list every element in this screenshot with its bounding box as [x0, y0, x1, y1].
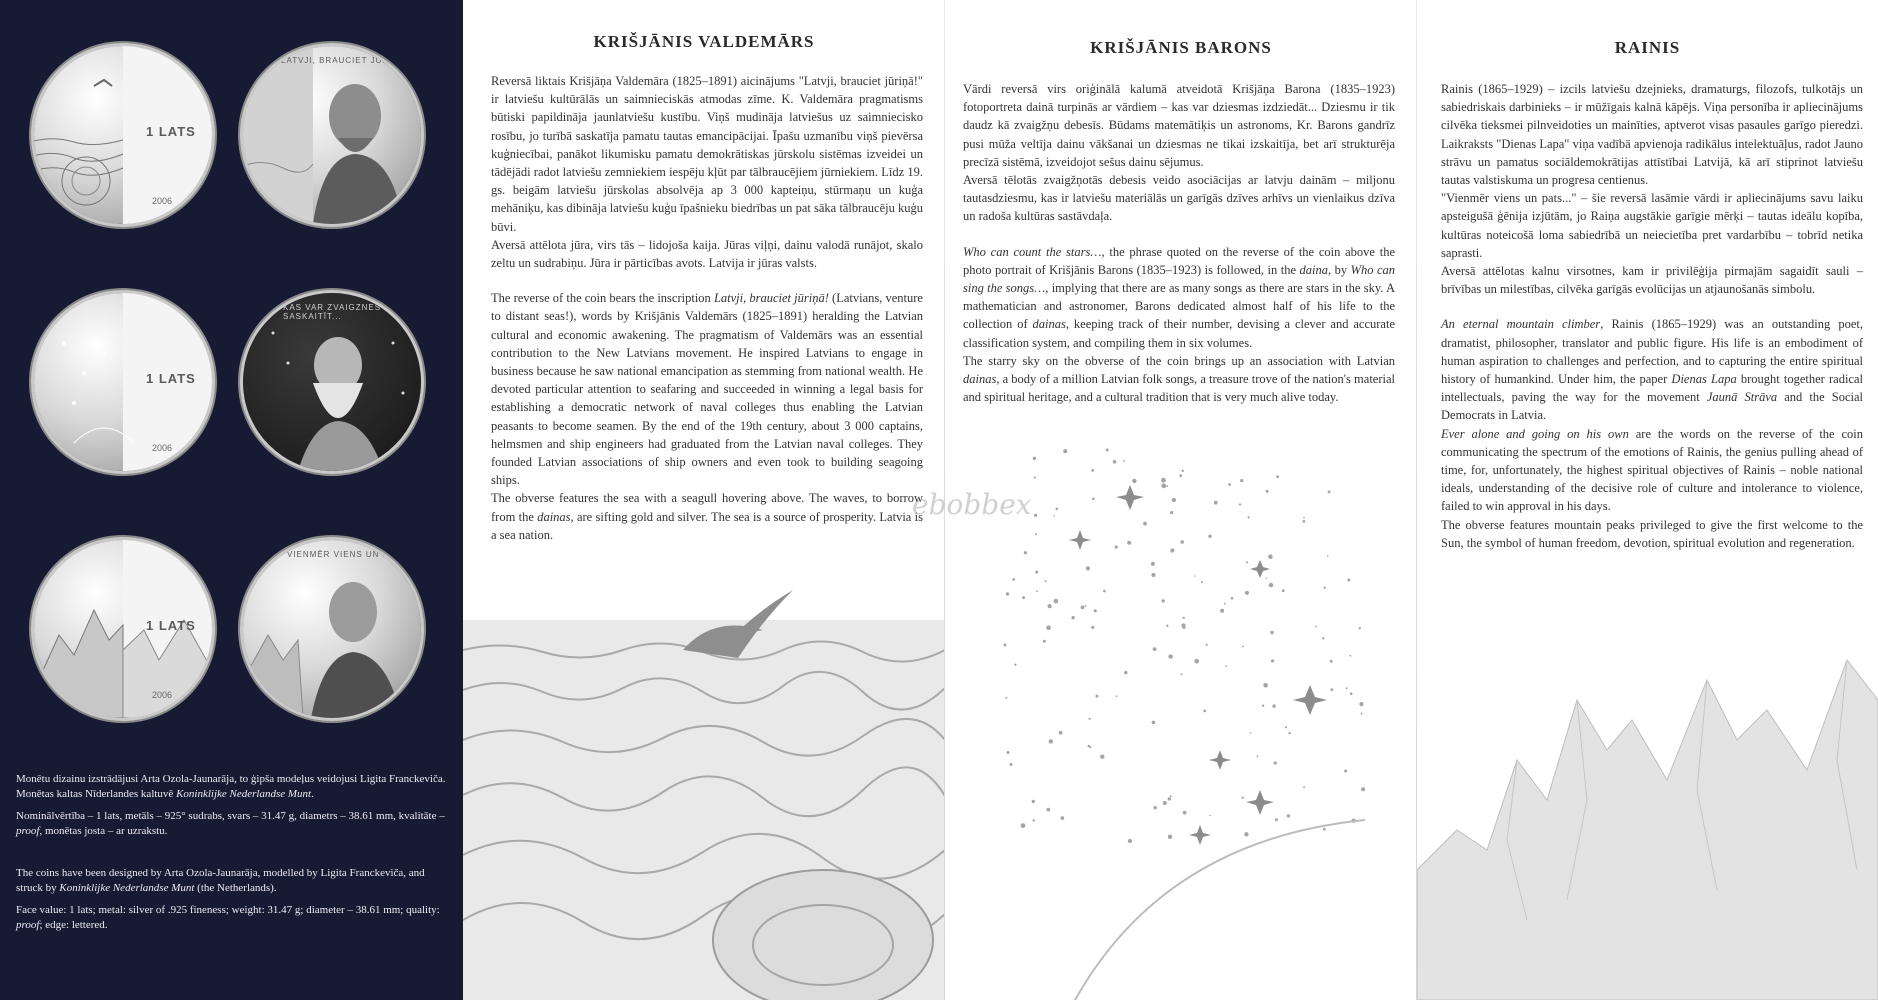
star-dot — [1269, 583, 1274, 588]
star-dot — [1092, 498, 1095, 501]
star-dot — [1287, 814, 1290, 817]
star-dot — [1250, 732, 1252, 734]
star-dot — [1172, 498, 1176, 502]
coin-reverse-stars — [34, 293, 212, 471]
paragraph-en: The starry sky on the obverse of the coin brings up an association with Latvian dainas, a body of a million Latvian folk songs, a treasure trove of the nation's material and spiritual heritage, and a cultural tradition that is very much alive today. — [963, 353, 1395, 405]
star-dot — [1225, 665, 1227, 667]
coin-denomination: 1 LATS — [146, 618, 196, 633]
star-dot — [1166, 625, 1168, 627]
star-dot — [1288, 732, 1290, 734]
coins-description-en — [16, 866, 446, 940]
page-title: KRIŠJĀNIS BARONS — [1090, 38, 1272, 57]
star-dot — [1024, 551, 1027, 554]
star-dot — [1209, 815, 1211, 817]
star-dot — [1315, 626, 1317, 628]
star-dot — [1208, 535, 1211, 538]
star-dot — [1161, 478, 1166, 483]
coin-denomination: 1 LATS — [146, 371, 196, 386]
star-dot — [1303, 517, 1305, 519]
star-dot — [1049, 739, 1053, 743]
specs-en: Face value: 1 lats; metal: silver of .925 fineness; weight: 31.47 g; diameter – 38.61 mm; quality: proof; edge: lettered. — [16, 904, 440, 931]
star-dot — [1166, 485, 1168, 487]
star-dot — [1206, 644, 1208, 646]
star-dot — [1347, 579, 1350, 582]
star-dot — [1012, 578, 1015, 581]
star-dot — [1265, 577, 1267, 579]
star-dot — [1022, 596, 1025, 599]
star-dot — [1303, 786, 1305, 788]
star-dot — [1248, 516, 1250, 518]
star-dot — [1246, 561, 1248, 563]
star-dot — [1256, 755, 1258, 757]
star-dot — [1124, 671, 1127, 674]
star-dot — [1180, 540, 1184, 544]
star-dot — [1096, 695, 1099, 698]
star-dot — [1194, 659, 1199, 664]
star-dot — [1201, 581, 1203, 583]
star-dot — [1071, 616, 1074, 619]
star-dot — [1285, 726, 1287, 728]
coin-year: 2006 — [152, 196, 173, 206]
star-dot — [1244, 832, 1248, 836]
star-dot — [1091, 626, 1094, 629]
star-dot — [1163, 801, 1167, 805]
mountains-illustration — [1417, 640, 1878, 1000]
page-title: RAINIS — [1614, 38, 1681, 57]
coin-obverse-rainis — [243, 540, 421, 718]
coin-denomination: 1 LATS — [146, 124, 196, 139]
star-dot — [1034, 476, 1036, 478]
star-dot — [1271, 659, 1274, 662]
text-block — [491, 72, 923, 544]
coins-description-lv — [16, 772, 446, 846]
star-dot — [1010, 763, 1013, 766]
star-dot — [1088, 745, 1091, 748]
star-dot — [1183, 811, 1187, 815]
paragraph-en: An eternal mountain climber, Rainis (1865–1929) was an outstanding poet, dramatist, philosopher, translator and public figure. His life is an embodiment of human aspiration to challenges and perfection, and to capturing the entire spiritual history of humankind. Under him, the paper Dienas Lapa brought together radical intellectuals, paving the way for the movement Jaunā Strāva and the Social Democrats in Latvia. — [1441, 317, 1864, 423]
star-dot — [1035, 533, 1037, 535]
star-dot — [1262, 705, 1264, 707]
paragraph-en: The reverse of the coin bears the inscription Latvji, brauciet jūriņā! (Latvians, venture to distant seas!), words by Krišjānis Valdemārs (1825–1891) heralding the Latvian cultural and economic awakening. The pragmatism of Valdemārs was an essential contribution to the New Latvians movement. He inspired Latvians to engage in business because he saw national emancipation as stemming from national wealth. He devoted particular attention to seafaring and succeeded in winning a legal basis for establishing a democratic network of naval colleges thus enabling the Latvian peasants to become seamen. By the end of the 19th century, about 3 000 captains, helmsmen and ship engineers had graduated from the Latvian naval colleges. They founded Latvian associations of ship owners and even took to building seagoing ships. — [491, 291, 923, 488]
star-dot — [1239, 503, 1241, 505]
star-dot — [1115, 546, 1118, 549]
star-dot — [1203, 710, 1206, 713]
paragraph-lv: Aversā attēlotas kalnu virsotnes, kam ir privilēģija pirmajām sagaidīt sauli – brīvības un milestības, cilvēka garīgās evolūcijas un atjaunošanās simbolu. — [1441, 264, 1863, 297]
star-dot — [1214, 501, 1218, 505]
star-dot — [1182, 626, 1185, 629]
star-dot — [1045, 580, 1047, 582]
design-credit-lv: Monētu dizainu izstrādājusi Arta Ozola-Jaunarāja, to ģipša modeļus veidojusi Ligita Franckeviča. Monētas kaltas Nīderlandes kaltuvē Koninklijke Nederlandse Munt. — [16, 773, 446, 800]
star-dot — [1043, 640, 1046, 643]
star-dot — [1275, 818, 1278, 821]
starry-sky-illustration — [945, 440, 1417, 1000]
coin-legend: KAS VAR ZVAIGZNES SASKAITĪT... — [283, 303, 382, 321]
star-dot — [1006, 592, 1009, 595]
star-dot — [1132, 479, 1136, 483]
star-dot — [1274, 761, 1277, 764]
star-dot — [1152, 721, 1156, 725]
text-block — [1441, 80, 1863, 552]
star-dot — [1359, 627, 1361, 629]
star-dot — [1035, 571, 1038, 574]
paragraph-lv: Aversā attēlota jūra, virs tās – lidojoša kaija. Jūras viļņi, dainu valodā runājot, skalo zeltu un sudrabiņu. Jūra ir pārticības avots. Latvija ir jūras valsts. — [491, 237, 923, 271]
paragraph-lv: Reversā liktais Krišjāņa Valdemāra (1825–1891) aicinājums "Latvji, brauciet jūriņā!" ir latviešu kultūrālās un saimnieciskās atmodas zīme. K. Valdemāra pragmatisms būtiski papildināja jaunlatviešu kustību. Viņš mudināja latviešus uz saimniecisko rosību, jo turībā saskatīja pamatu tautas emancipācijai. Īpašu uzmanību viņš pievērsa kuģniecībai, panākot likumisku pamatu demokrātiskas jūrskolu sistēmas izveidei un tādējādi radot latviešu zemniekiem iespēju kļūt par tālbraucējiem jūrniekiem. Līdz 19. gs. beigām latviešu jūrskolas absolvēja ap 3 000 kapteiņu, stūrmaņu un kuģa mehāniķu, kas dibināja latviešu kuģu īpašnieku biedrības un pat sāka tālbraucēju kuģu būvi. — [491, 74, 923, 234]
star-dot — [1153, 647, 1157, 651]
paragraph-lv: Rainis (1865–1929) – izcils latviešu dzejnieks, dramaturgs, filozofs, tulkotājs un sabiedriskais darbinieks – ir mūžīgais kalnā kāpējs. Viņa personība ir apliecinājums cilvēka tieksmei pilnveidoties un mainīties, aptverot visas pasaules garīgo pieredzi. Laikraksts "Dienas Lapa" viņa vadībā apvienoja radikālus intelektuāļus, radot Jauno strāvu un pamatus sociāldemokrātijas attīstībai Latvijā, kā arī stiprinot latviešu tautas valstiskuma un progresa centienus. — [1441, 82, 1863, 188]
paragraph-lv: "Vienmēr viens un pats..." – šie reversā lasāmie vārdi ir apliecinājums savu laiku apsteigušā ģēnija izjūtām, jo Raiņa augstākie garīgie mērķi – tautas ideālu kopība, kultūras noteicošā loma sabiedrībā un neiecietība pret vardarbību – tobrīd netika saprasti. — [1441, 191, 1863, 260]
star-dot — [1240, 479, 1243, 482]
star-dot — [1091, 469, 1094, 472]
paragraph-lv: Vārdi reversā virs oriģinālā kalumā atveidotā Krišjāņa Barona (1835–1923) fotoportreta dainā turpinās ar vārdiem – kas var dziesmas izdziedāt... Dziesmu ir tik daudz kā zvaigžņu debesīs. Būdams matemātiķis un astronoms, Kr. Barons gandrīz pusi mūža veltīja dainu vākšanai un dziesmas ne tikai izskaitīja, bet arī strukturēja precīzā sistēmā, izveidojot sešus dainu sējumus. — [963, 82, 1395, 169]
paragraph-lv: Aversā tēlotās zvaigžņotās debesis veido asociācijas ar latvju dainām – miljonu tautasdziesmu, kas ir latviešu materiālās un garīgās dzīves arhīvs un vienlaikus dzīva un radoša kultūras sastāvdaļa. — [963, 173, 1395, 224]
star-dot — [1014, 664, 1016, 666]
star-dot — [1245, 591, 1249, 595]
star-dot — [1268, 554, 1273, 559]
star-dot — [1328, 491, 1331, 494]
paragraph-en: Ever alone and going on his own are the words on the reverse of the coin communicating the spectrum of the emotions of Rainis, the genius pulling ahead of time, for, unfortunately, the highest spiritual objectives of Rainis – noble national ideals, understanding of the decisive role of culture and intolerance to violence, failed to win approval in his days. — [1441, 426, 1863, 514]
star-dot — [1323, 828, 1326, 831]
coin-year: 2006 — [152, 690, 173, 700]
sea-illustration — [463, 580, 945, 1000]
star-dot — [1272, 704, 1275, 707]
star-dot — [1123, 460, 1125, 462]
star-dot — [1100, 755, 1104, 759]
star-dot — [1151, 562, 1155, 566]
page-title: KRIŠJĀNIS VALDEMĀRS — [593, 32, 815, 51]
star-dot — [1183, 617, 1185, 619]
star-dot — [1350, 692, 1353, 695]
star-dot — [1004, 643, 1007, 646]
star-dot — [1054, 599, 1059, 604]
star-dot — [1048, 604, 1052, 608]
coin-reverse-mountains — [34, 540, 212, 718]
rainis-panel — [1417, 0, 1878, 1000]
portrait-engraving-icon — [243, 46, 421, 224]
star-dot — [1103, 590, 1106, 593]
star-dot — [1170, 795, 1172, 797]
valdemars-panel — [463, 0, 945, 1000]
star-dot — [1116, 695, 1118, 697]
star-dot — [1089, 718, 1091, 720]
star-dot — [1081, 606, 1085, 610]
star-dot — [1344, 770, 1347, 773]
star-dot — [1033, 457, 1036, 460]
star-dot — [1350, 655, 1352, 657]
coin-legend: VIENMĒR VIENS UN PATS... — [287, 550, 417, 559]
star-dot — [1263, 683, 1268, 688]
paragraph-en: Who can count the stars…, the phrase quoted on the reverse of the coin above the photo portrait of Krišjānis Barons (1835–1923) is followed, in the daina, by Who can sing the songs…, implying that there are as many songs as there are stars in the sky. A mathematician and astronomer, Barons dedicated almost half of his life to the collection of dainas, keeping track of their number, devising a clever and accurate classification system, and compiling them in six volumes. — [963, 244, 1396, 350]
portrait-engraving-icon — [243, 540, 421, 718]
star-dot — [1168, 797, 1171, 800]
paragraph-en: The obverse features the sea with a seagull hovering above. The waves, to borrow from the dainas, are sifting gold and silver. The sea is a source of prosperity. Latvia is a sea nation. — [491, 491, 923, 542]
design-credit-en: The coins have been designed by Arta Ozola-Jaunarāja, modelled by Ligita Franckeviča, and struck by Koninklijke Nederlandse Munt (the Netherlands). — [16, 867, 425, 894]
star-dot — [1168, 654, 1172, 658]
star-dot — [1007, 751, 1010, 754]
star-dot — [1224, 603, 1226, 605]
star-dot — [1170, 511, 1173, 514]
coin-obverse-barons — [243, 293, 421, 471]
star-dot — [1086, 566, 1090, 570]
star-dot — [1220, 609, 1224, 613]
star-dot — [1034, 514, 1037, 517]
star-dot — [1032, 800, 1035, 803]
star-dot — [1327, 555, 1329, 557]
text-block — [963, 80, 1395, 406]
star-dot — [1046, 808, 1050, 812]
star-dot — [1322, 637, 1324, 639]
star-dot — [1359, 702, 1363, 706]
star-dot — [1303, 520, 1306, 523]
coin-obverse-valdemars — [243, 46, 421, 224]
star-dot — [1094, 609, 1097, 612]
star-dot — [1085, 605, 1087, 607]
star-dot — [1033, 819, 1035, 821]
coins-panel — [0, 0, 463, 1000]
star-dot — [1128, 839, 1132, 843]
star-dot — [1179, 474, 1182, 477]
star-dot — [1266, 490, 1269, 493]
star-dot — [1059, 731, 1063, 735]
star-dot — [1168, 835, 1172, 839]
star-dot — [1151, 573, 1155, 577]
star-dot — [1242, 646, 1244, 648]
star-dot — [1154, 806, 1157, 809]
watermark: ebobbex — [912, 488, 1032, 521]
star-dot — [1036, 590, 1038, 592]
star-dot — [1061, 816, 1065, 820]
star-dot — [1276, 475, 1279, 478]
star-dot — [1162, 599, 1165, 602]
coin-legend: LATVJI, BRAUCIET JŪRIŅĀ! — [281, 56, 409, 65]
star-dot — [1063, 449, 1067, 453]
star-dot — [1242, 797, 1244, 799]
star-dot — [1346, 687, 1348, 689]
coin-year: 2006 — [152, 443, 173, 453]
star-dot — [1182, 470, 1184, 472]
star-dot — [1161, 483, 1166, 488]
star-dot — [1143, 522, 1147, 526]
star-dot — [1005, 697, 1007, 699]
paragraph-en: The obverse features mountain peaks privileged to give the first welcome to the Sun, the symbol of human freedom, devotion, spiritual evolution and regeneration. — [1441, 517, 1863, 550]
specs-lv: Nominālvērtība – 1 lats, metāls – 925° sudrabs, svars – 31.47 g, diametrs – 38.61 mm, kvalitāte – proof, monētas josta – ar uzrakstu. — [16, 810, 445, 837]
star-dot — [1053, 515, 1055, 517]
coin-reverse-sea — [34, 46, 212, 224]
star-dot — [1106, 449, 1109, 452]
star-dot — [1181, 673, 1183, 675]
star-dot — [1046, 625, 1051, 630]
star-dot — [1270, 631, 1273, 634]
star-dot — [1361, 713, 1363, 715]
star-dot — [1330, 660, 1333, 663]
star-dot — [1324, 587, 1326, 589]
star-dot — [1170, 548, 1174, 552]
star-dot — [1231, 597, 1234, 600]
star-dot — [1127, 541, 1131, 545]
star-dot — [1330, 688, 1333, 691]
star-dot — [1228, 483, 1231, 486]
star-dot — [1021, 823, 1026, 828]
star-dot — [1282, 589, 1285, 592]
star-dot — [1056, 508, 1059, 511]
star-dot — [1361, 787, 1365, 791]
star-dot — [1113, 460, 1117, 464]
star-dot — [1194, 575, 1196, 577]
